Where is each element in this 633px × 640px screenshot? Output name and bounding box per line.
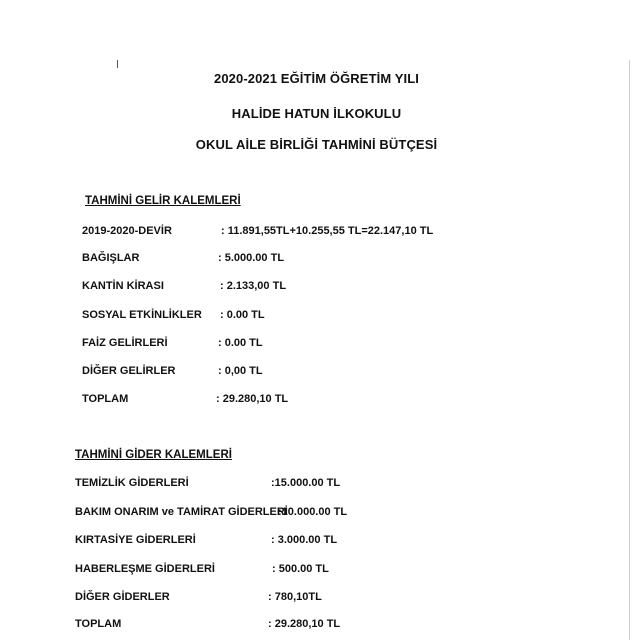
school-name: HALİDE HATUN İLKOKULU — [231, 106, 402, 121]
expense-row-value: : 780,10TL — [268, 591, 322, 603]
income-row-value: : 0.00 TL — [218, 337, 263, 349]
expense-row-label: TEMİZLİK GİDERLERİ — [75, 477, 189, 489]
income-row-value: : 5.000.00 TL — [218, 252, 285, 264]
expense-row-label: KIRTASİYE GİDERLERİ — [75, 534, 196, 546]
expense-row-value: : 3.000.00 TL — [271, 534, 338, 546]
income-row-label: DİĞER GELİRLER — [82, 365, 176, 377]
income-row-value: : 11.891,55TL+10.255,55 TL=22.147,10 TL — [221, 225, 434, 237]
expense-row-value: : 500.00 TL — [272, 563, 329, 575]
income-total-label: TOPLAM — [82, 393, 129, 405]
expense-row-label: DİĞER GİDERLER — [75, 591, 170, 603]
income-row-label: 2019-2020-DEVİR — [82, 225, 172, 237]
income-row-label: KANTİN KİRASI — [82, 280, 164, 292]
income-row-label: FAİZ GELİRLERİ — [82, 337, 168, 349]
income-row-label: SOSYAL ETKİNLİKLER — [82, 309, 202, 321]
income-row-value: : 0.00 TL — [220, 309, 265, 321]
income-heading: TAHMİNİ GELİR KALEMLERİ — [85, 195, 241, 207]
expense-total-value: : 29.280,10 TL — [268, 618, 341, 630]
expense-row-label: HABERLEŞME GİDERLERİ — [75, 563, 215, 575]
expense-heading: TAHMİNİ GİDER KALEMLERİ — [75, 449, 232, 461]
income-row-value: : 2.133,00 TL — [220, 280, 287, 292]
budget-title: OKUL AİLE BİRLİĞİ TAHMİNİ BÜTÇESİ — [195, 137, 438, 152]
year-line: 2020-2021 EĞİTİM ÖĞRETİM YILI — [214, 71, 419, 86]
scan-mark — [117, 60, 118, 68]
income-total-value: : 29.280,10 TL — [216, 393, 289, 405]
expense-row-value: :15.000.00 TL — [271, 477, 341, 489]
expense-row-label: BAKIM ONARIM ve TAMİRAT GİDERLERİ — [75, 506, 288, 518]
expense-total-label: TOPLAM — [75, 618, 122, 630]
expense-row-value: :10.000.00 TL — [278, 506, 348, 518]
income-row-label: BAĞIŞLAR — [82, 252, 140, 264]
income-row-value: : 0,00 TL — [218, 365, 263, 377]
